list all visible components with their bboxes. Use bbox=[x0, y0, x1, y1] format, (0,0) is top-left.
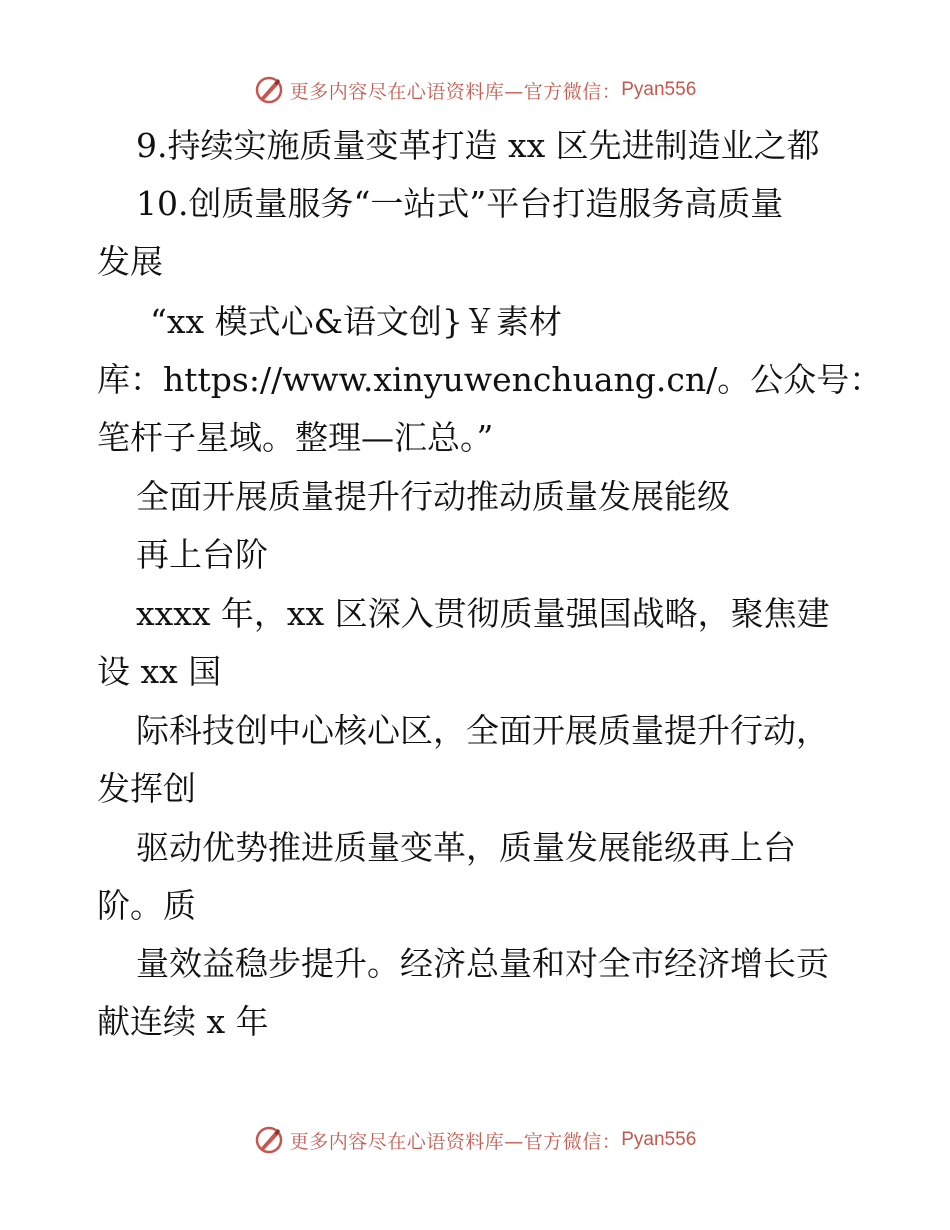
text-line: 发挥创 bbox=[97, 769, 196, 808]
text-line: 再上台阶 bbox=[136, 535, 268, 574]
text-line: 库：https://www.xinyuwenchuang.cn/。公众号： bbox=[97, 360, 883, 399]
text-line: 量效益稳步提升。经济总量和对全市经济增长贡 bbox=[136, 944, 829, 983]
text-line: 阶。质 bbox=[97, 886, 196, 925]
text-line: 设 xx 国 bbox=[97, 652, 222, 691]
watermark-wechat-id: Pyan556 bbox=[621, 1129, 697, 1150]
watermark-wechat-id: Pyan556 bbox=[621, 79, 697, 100]
pen-logo-icon bbox=[254, 1125, 284, 1155]
text-line: “xx 模式心&语文创}￥素材 bbox=[150, 302, 562, 341]
header-watermark bbox=[0, 70, 950, 110]
pen-logo-icon bbox=[254, 75, 284, 105]
text-line: 9.持续实施质量变革打造 xx 区先进制造业之都 bbox=[136, 126, 820, 165]
watermark-text: 更多内容尽在心语资料库—官方微信： bbox=[289, 80, 622, 103]
watermark-text: 更多内容尽在心语资料库—官方微信： bbox=[289, 1130, 622, 1153]
text-line: 发展 bbox=[97, 242, 163, 281]
footer-watermark bbox=[0, 1120, 950, 1160]
text-line: 驱动优势推进质量变革，质量发展能级再上台 bbox=[136, 828, 796, 867]
text-line: 际科技创中心核心区，全面开展质量提升行动， bbox=[136, 711, 829, 750]
text-line: 全面开展质量提升行动推动质量发展能级 bbox=[136, 477, 730, 516]
text-line: xxxx 年，xx 区深入贯彻质量强国战略，聚焦建 bbox=[136, 594, 830, 633]
text-line: 10.创质量服务“一站式”平台打造服务高质量 bbox=[136, 184, 784, 223]
text-line: 献连续 x 年 bbox=[97, 1002, 269, 1041]
text-line: 笔杆子星域。整理—汇总。” bbox=[97, 418, 494, 457]
